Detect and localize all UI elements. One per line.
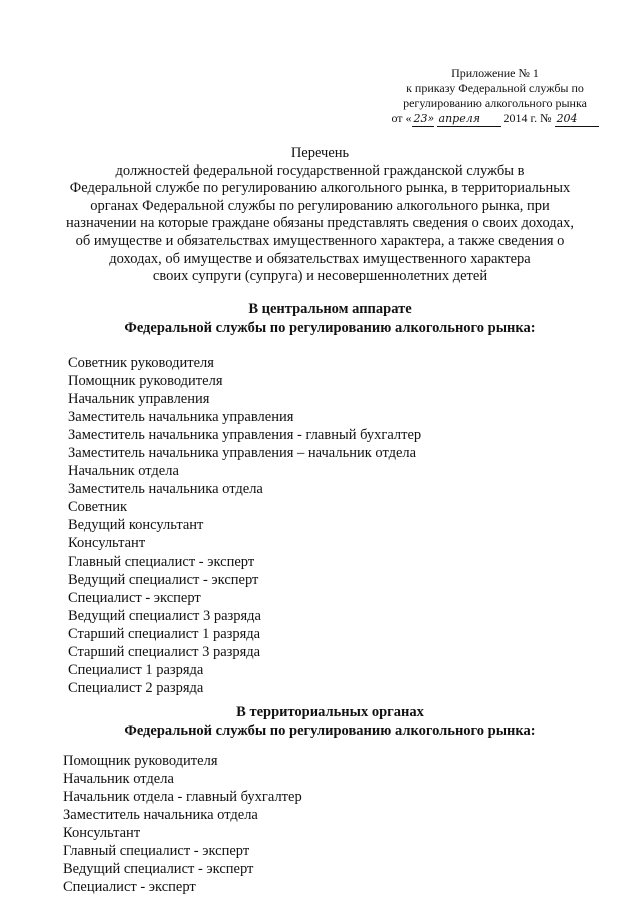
- list-title-line: Федеральной службе по регулированию алкогольного рынка, в территориальных: [69, 180, 571, 197]
- list-item: Помощник руководителя: [63, 753, 218, 769]
- list-title: [30, 145, 610, 286]
- territorial-heading-line: В территориальных органах: [236, 704, 424, 720]
- date-prefix: от «: [391, 111, 412, 125]
- list-item: Советник руководителя: [68, 355, 214, 371]
- list-item: Ведущий специалист 3 разряда: [68, 607, 261, 624]
- list-title-line: назначении на которые граждане обязаны представлять сведения о своих доходах,: [66, 215, 574, 232]
- list-title-heading: Перечень: [290, 145, 350, 161]
- list-item: Консультант: [68, 535, 146, 552]
- list-item: Консультант: [63, 825, 141, 842]
- list-item: Специалист - эксперт: [63, 879, 196, 896]
- territorial-section-heading: [60, 703, 600, 741]
- central-heading-line: Федеральной службы по регулированию алкогольного рынка:: [124, 320, 536, 336]
- list-item: Главный специалист - эксперт: [63, 843, 250, 860]
- list-item: Начальник отдела: [63, 771, 174, 788]
- list-item: Советник: [68, 499, 128, 516]
- number-prefix: №: [540, 111, 552, 125]
- appendix-block: [370, 66, 620, 127]
- list-item: Главный специалист - эксперт: [68, 553, 255, 570]
- list-title-line: органах Федеральной службы по регулированию алкогольного рынка, при: [90, 197, 550, 214]
- appendix-title: Приложение № 1: [451, 66, 539, 80]
- list-item: Начальник отдела - главный бухгалтер: [63, 789, 302, 806]
- appendix-order-line: к приказу Федеральной службы по: [406, 81, 584, 95]
- handwritten-month: апреля: [437, 111, 501, 127]
- list-item: Заместитель начальника отдела: [68, 481, 263, 498]
- appendix-date-line: [370, 111, 620, 127]
- list-item: Специалист - эксперт: [68, 589, 201, 606]
- list-item: Начальник управления: [68, 391, 210, 408]
- handwritten-day: 23»: [413, 112, 435, 125]
- handwritten-order-number: 204: [555, 111, 599, 127]
- territorial-positions-list: [63, 752, 302, 896]
- list-item: Ведущий специалист - эксперт: [63, 861, 254, 878]
- list-item: Старший специалист 3 разряда: [68, 643, 261, 660]
- territorial-heading-line: Федеральной службы по регулированию алкогольного рынка:: [124, 723, 536, 739]
- list-item: Заместитель начальника управления - главный бухгалтер: [68, 427, 422, 444]
- central-section-heading: [60, 300, 600, 338]
- list-item: Начальник отдела: [68, 463, 179, 480]
- central-positions-list: [68, 354, 421, 697]
- list-item: Ведущий специалист - эксперт: [68, 571, 259, 588]
- list-item: Старший специалист 1 разряда: [68, 625, 261, 642]
- appendix-agency-line: регулированию алкогольного рынка: [403, 96, 587, 110]
- list-item: Специалист 2 разряда: [68, 679, 204, 696]
- list-item: Ведущий консультант: [68, 517, 204, 534]
- date-year: 2014 г.: [503, 111, 538, 125]
- central-heading-line: В центральном аппарате: [248, 301, 412, 317]
- list-title-line: доходах, об имуществе и обязательствах имущественного характера: [109, 250, 531, 267]
- list-item: Специалист 1 разряда: [68, 661, 204, 678]
- list-item: Заместитель начальника управления: [68, 409, 294, 426]
- list-item: Помощник руководителя: [68, 373, 223, 390]
- list-title-line: об имуществе и обязательствах имущественного характера, а также сведения о: [75, 232, 565, 249]
- list-title-line: должностей федеральной государственной гражданской службы в: [115, 162, 525, 179]
- list-title-line: своих супруги (супруга) и несовершеннолетних детей: [152, 268, 488, 285]
- list-item: Заместитель начальника управления – начальник отдела: [68, 445, 417, 462]
- list-item: Заместитель начальника отдела: [63, 807, 258, 824]
